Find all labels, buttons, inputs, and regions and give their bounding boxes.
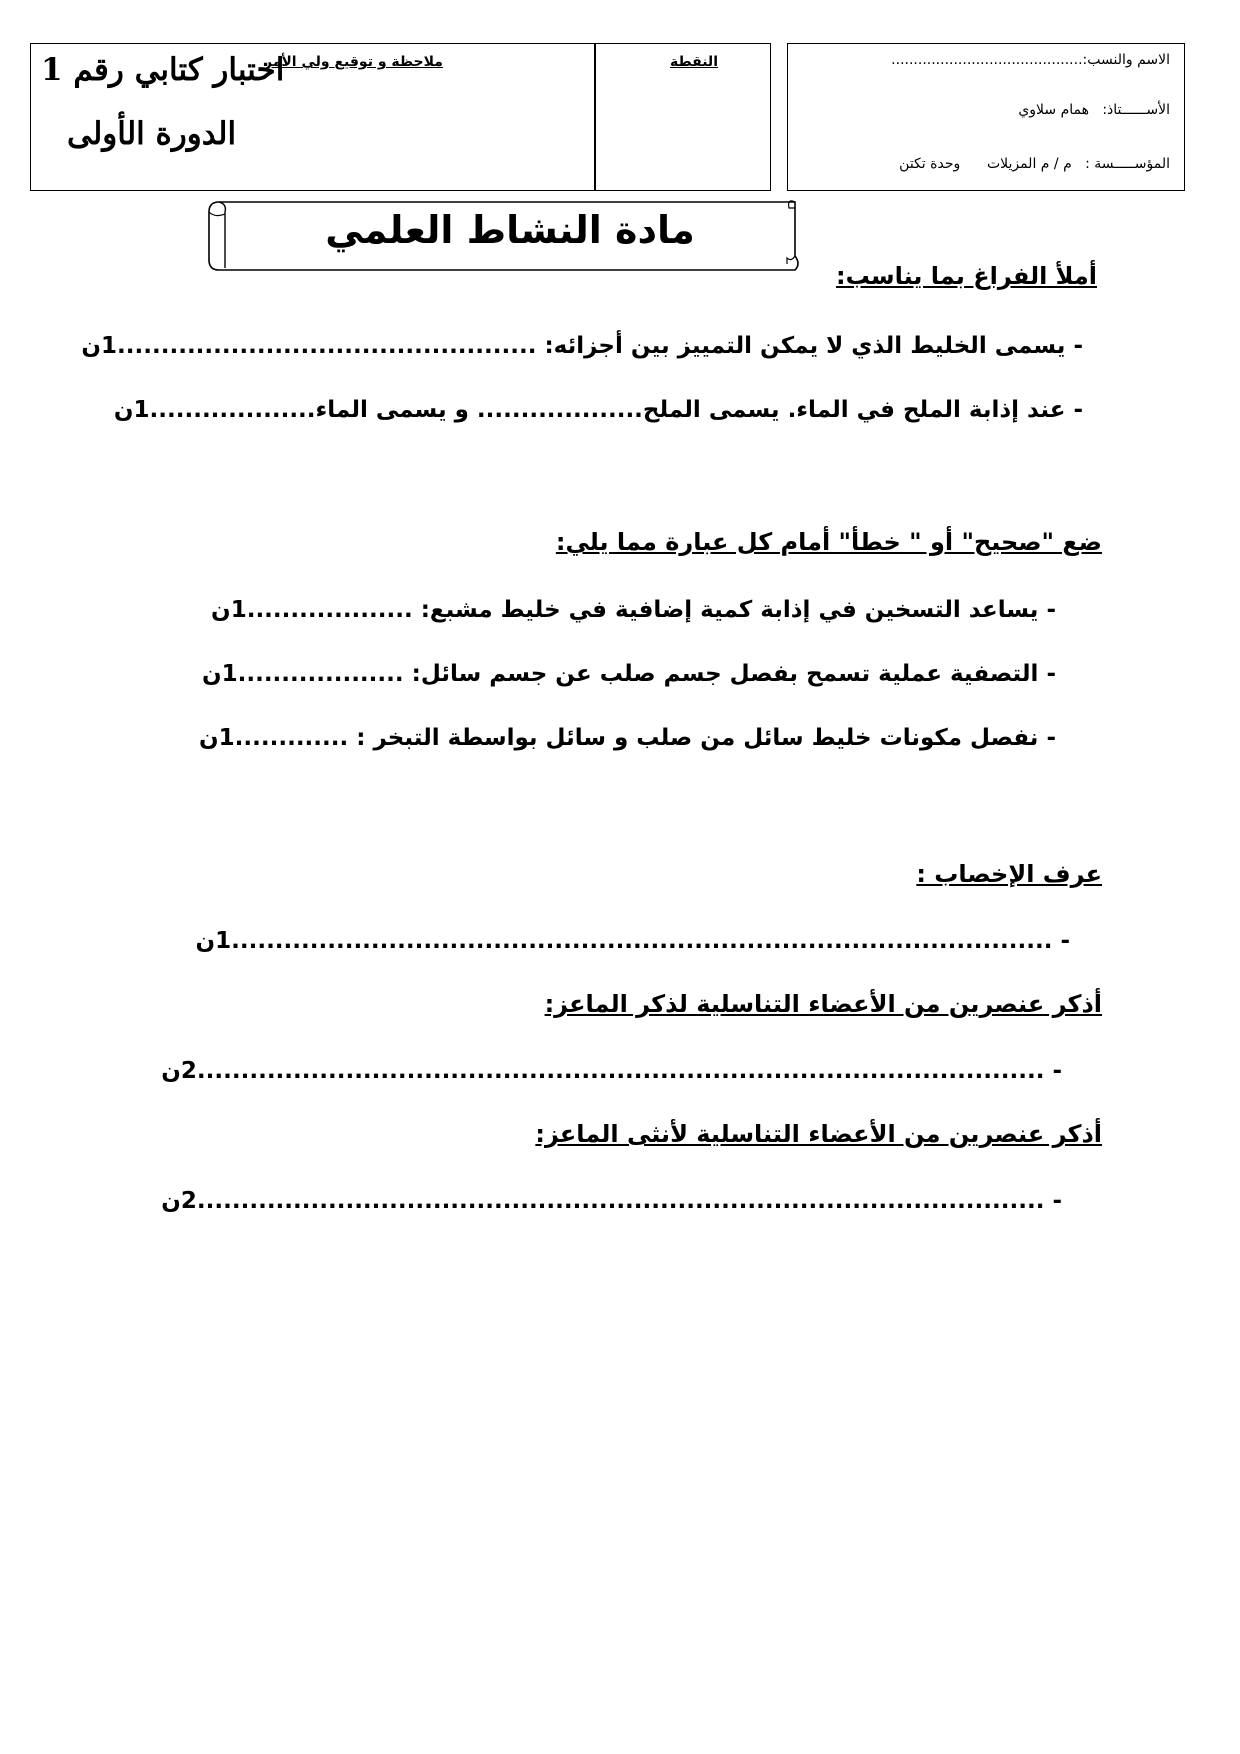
grade-box <box>595 43 771 191</box>
question-item[interactable]: - التصفية عملية تسمح بفصل جسم صلب عن جسم سائل: ...................1ن <box>201 661 1056 687</box>
teacher-line <box>1018 102 1170 118</box>
school-name: م / م المزيلات <box>986 156 1072 172</box>
school-line <box>899 156 1170 172</box>
question-item[interactable]: - يسمى الخليط الذي لا يمكن التمييز بين أجزائه: ................................................1ن <box>81 333 1083 359</box>
subject-title: مادة النشاط العلمي <box>325 208 695 252</box>
name-field[interactable]: الاسم والنسب:........................................... <box>891 52 1170 68</box>
subject-banner <box>205 196 805 278</box>
section-heading-female-organs: أذكر عنصرين من الأعضاء التناسلية لأنثى الماعز: <box>535 1120 1102 1148</box>
school-label: المؤســـــسة : <box>1085 156 1170 172</box>
section-heading-define: عرف الإخصاب : <box>916 860 1102 888</box>
unit-name: وحدة تكتن <box>899 156 961 172</box>
exam-title: اختبار كتابي رقم 1 <box>41 52 285 88</box>
section-heading-male-organs: أذكر عنصرين من الأعضاء التناسلية لذكر الماعز: <box>544 990 1102 1018</box>
section-heading-true-false: ضع "صحيح" أو " خطأ" أمام كل عبارة مما يلي: <box>555 528 1102 556</box>
question-item[interactable]: - يساعد التسخين في إذابة كمية إضافية في خليط مشبع: ...................1ن <box>211 597 1056 623</box>
teacher-name: همام سلاوي <box>1018 102 1089 118</box>
student-info-box <box>787 43 1185 191</box>
answer-line[interactable]: - .................................................................................................2ن <box>161 1188 1062 1214</box>
parent-note-label: ملاحظة و توقيع ولي الأمر <box>264 54 443 70</box>
exam-session: الدورة الأولى <box>67 116 237 152</box>
grade-label: النقطة <box>670 54 718 70</box>
teacher-label: الأســــــتاذ: <box>1102 102 1170 118</box>
question-item[interactable]: - نفصل مكونات خليط سائل من صلب و سائل بواسطة التبخر : .............1ن <box>199 725 1056 751</box>
parent-note-box <box>30 43 595 191</box>
answer-line[interactable]: - .................................................................................................2ن <box>161 1058 1062 1084</box>
section-heading-fill-blanks: أملأ الفراغ بما يناسب: <box>836 262 1097 290</box>
question-item[interactable]: - عند إذابة الملح في الماء. يسمى الملح................... و يسمى الماء...................1ن <box>113 397 1083 423</box>
answer-line[interactable]: - ..............................................................................................1ن <box>195 928 1070 954</box>
